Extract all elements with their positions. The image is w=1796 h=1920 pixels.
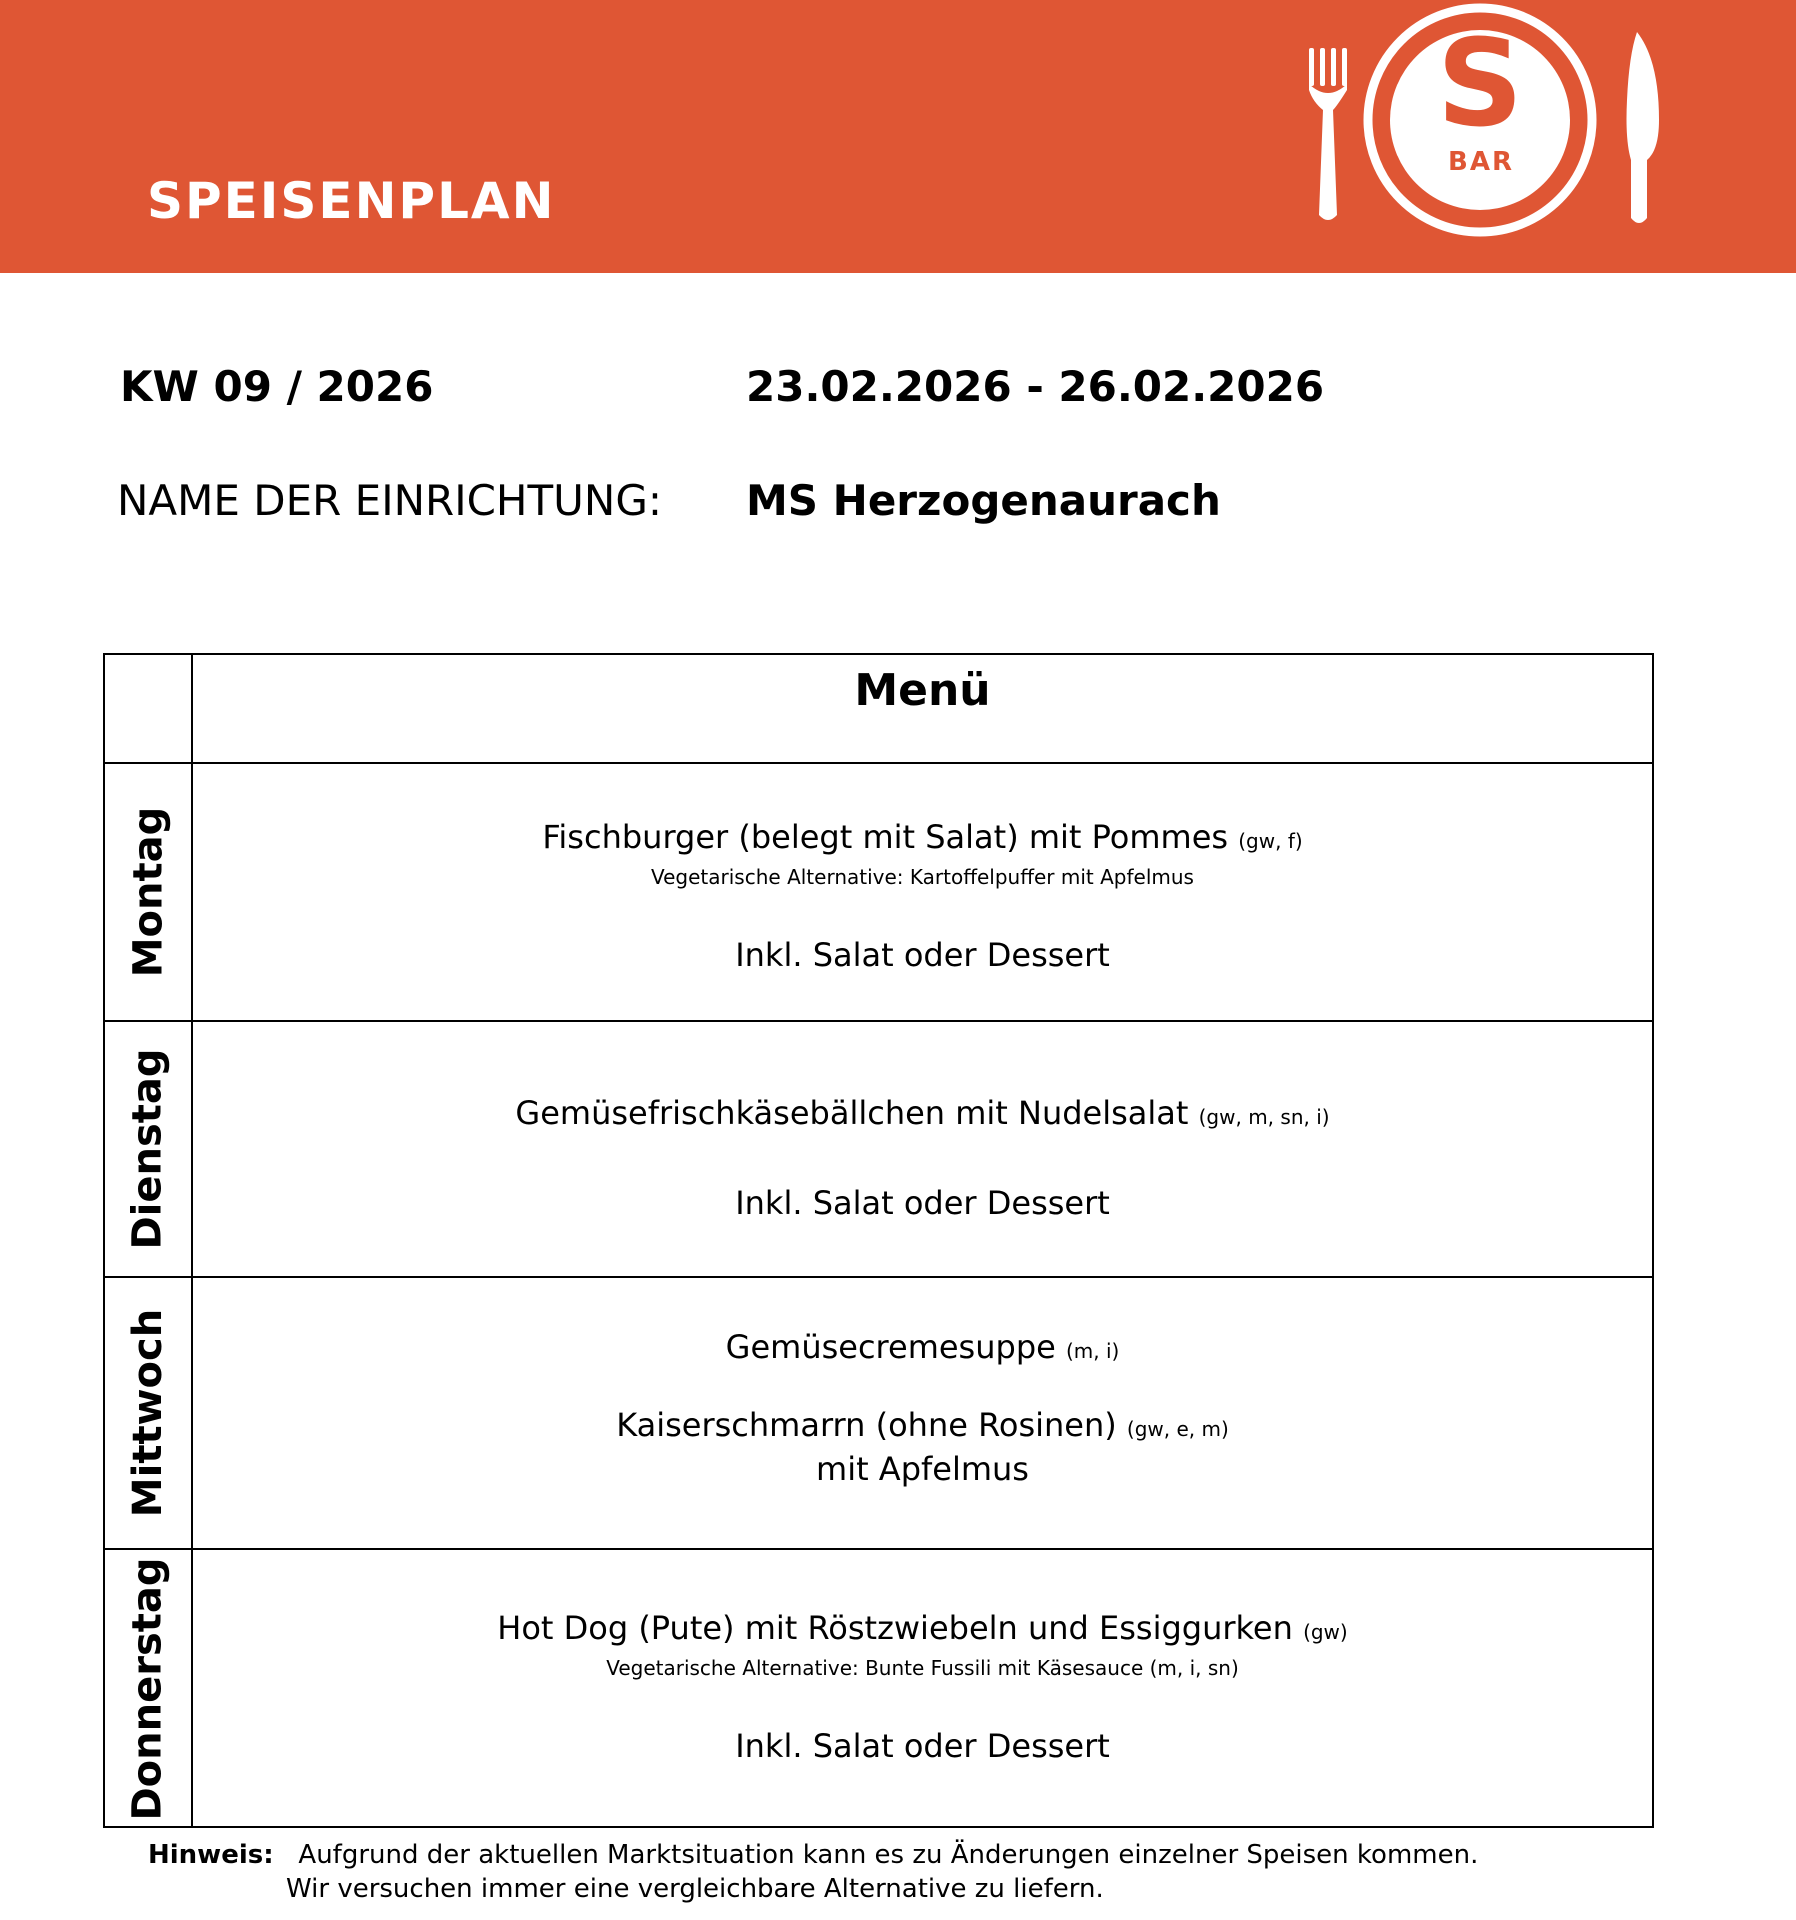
logo-bar-text: BAR <box>1448 147 1514 177</box>
dish: Gemüsecremesuppe (m, i) <box>725 1328 1120 1366</box>
page-title: SPEISENPLAN <box>147 172 556 230</box>
calendar-week: KW 09 / 2026 <box>120 362 434 411</box>
allergen-info: (gw) <box>1303 1620 1348 1644</box>
side-info: Inkl. Salat oder Dessert <box>735 1184 1110 1222</box>
menu-cell-donnerstag <box>193 1550 1652 1828</box>
header-banner <box>0 0 1796 273</box>
side-info: Inkl. Salat oder Dessert <box>735 936 1110 974</box>
date-range: 23.02.2026 - 26.02.2026 <box>746 362 1325 411</box>
menu-cell-montag <box>193 764 1652 1020</box>
allergen-info: (gw, f) <box>1238 829 1303 853</box>
fork-icon <box>1309 48 1347 220</box>
menu-cell-dienstag <box>193 1022 1652 1276</box>
facility-name: MS Herzogenaurach <box>746 476 1221 525</box>
note <box>148 1836 1478 1874</box>
dish-2-line2: mit Apfelmus <box>816 1450 1029 1488</box>
dish-2: Kaiserschmarrn (ohne Rosinen) (gw, e, m) <box>616 1406 1229 1444</box>
allergen-info: (gw, e, m) <box>1126 1417 1229 1441</box>
day-label-dienstag: Dienstag <box>125 1048 172 1250</box>
side-info: Inkl. Salat oder Dessert <box>735 1727 1110 1765</box>
note-label: Hinweis: <box>148 1840 274 1870</box>
facility-label: NAME DER EINRICHTUNG: <box>117 476 663 525</box>
vegetarian-alternative: Vegetarische Alternative: Bunte Fussili mit Käsesauce (m, i, sn) <box>606 1656 1239 1680</box>
allergen-info: (m, i) <box>1065 1339 1120 1363</box>
allergen-info: (gw, m, sn, i) <box>1198 1105 1330 1129</box>
dish: Fischburger (belegt mit Salat) mit Pommes (gw, f) <box>542 818 1303 856</box>
vegetarian-alternative: Vegetarische Alternative: Kartoffelpuffer mit Apfelmus <box>651 865 1194 889</box>
dish: Hot Dog (Pute) mit Röstzwiebeln und Essiggurken (gw) <box>497 1609 1348 1647</box>
note-line1: Aufgrund der aktuellen Marktsituation kann es zu Änderungen einzelner Speisen kommen. <box>298 1840 1479 1870</box>
sbar-logo <box>1295 0 1675 245</box>
note-line2: Wir versuchen immer eine vergleichbare Alternative zu liefern. <box>286 1874 1104 1904</box>
menu-cell-mittwoch <box>193 1278 1652 1548</box>
logo-s-letter: S <box>1436 15 1524 154</box>
dish: Gemüsefrischkäsebällchen mit Nudelsalat (gw, m, sn, i) <box>515 1094 1330 1132</box>
day-label-donnerstag: Donnerstag <box>125 1557 172 1821</box>
day-label-mittwoch: Mittwoch <box>125 1308 172 1518</box>
knife-icon <box>1627 32 1660 223</box>
day-label-montag: Montag <box>125 806 172 978</box>
menu-table <box>103 653 1654 1828</box>
menu-header: Menü <box>854 665 991 716</box>
